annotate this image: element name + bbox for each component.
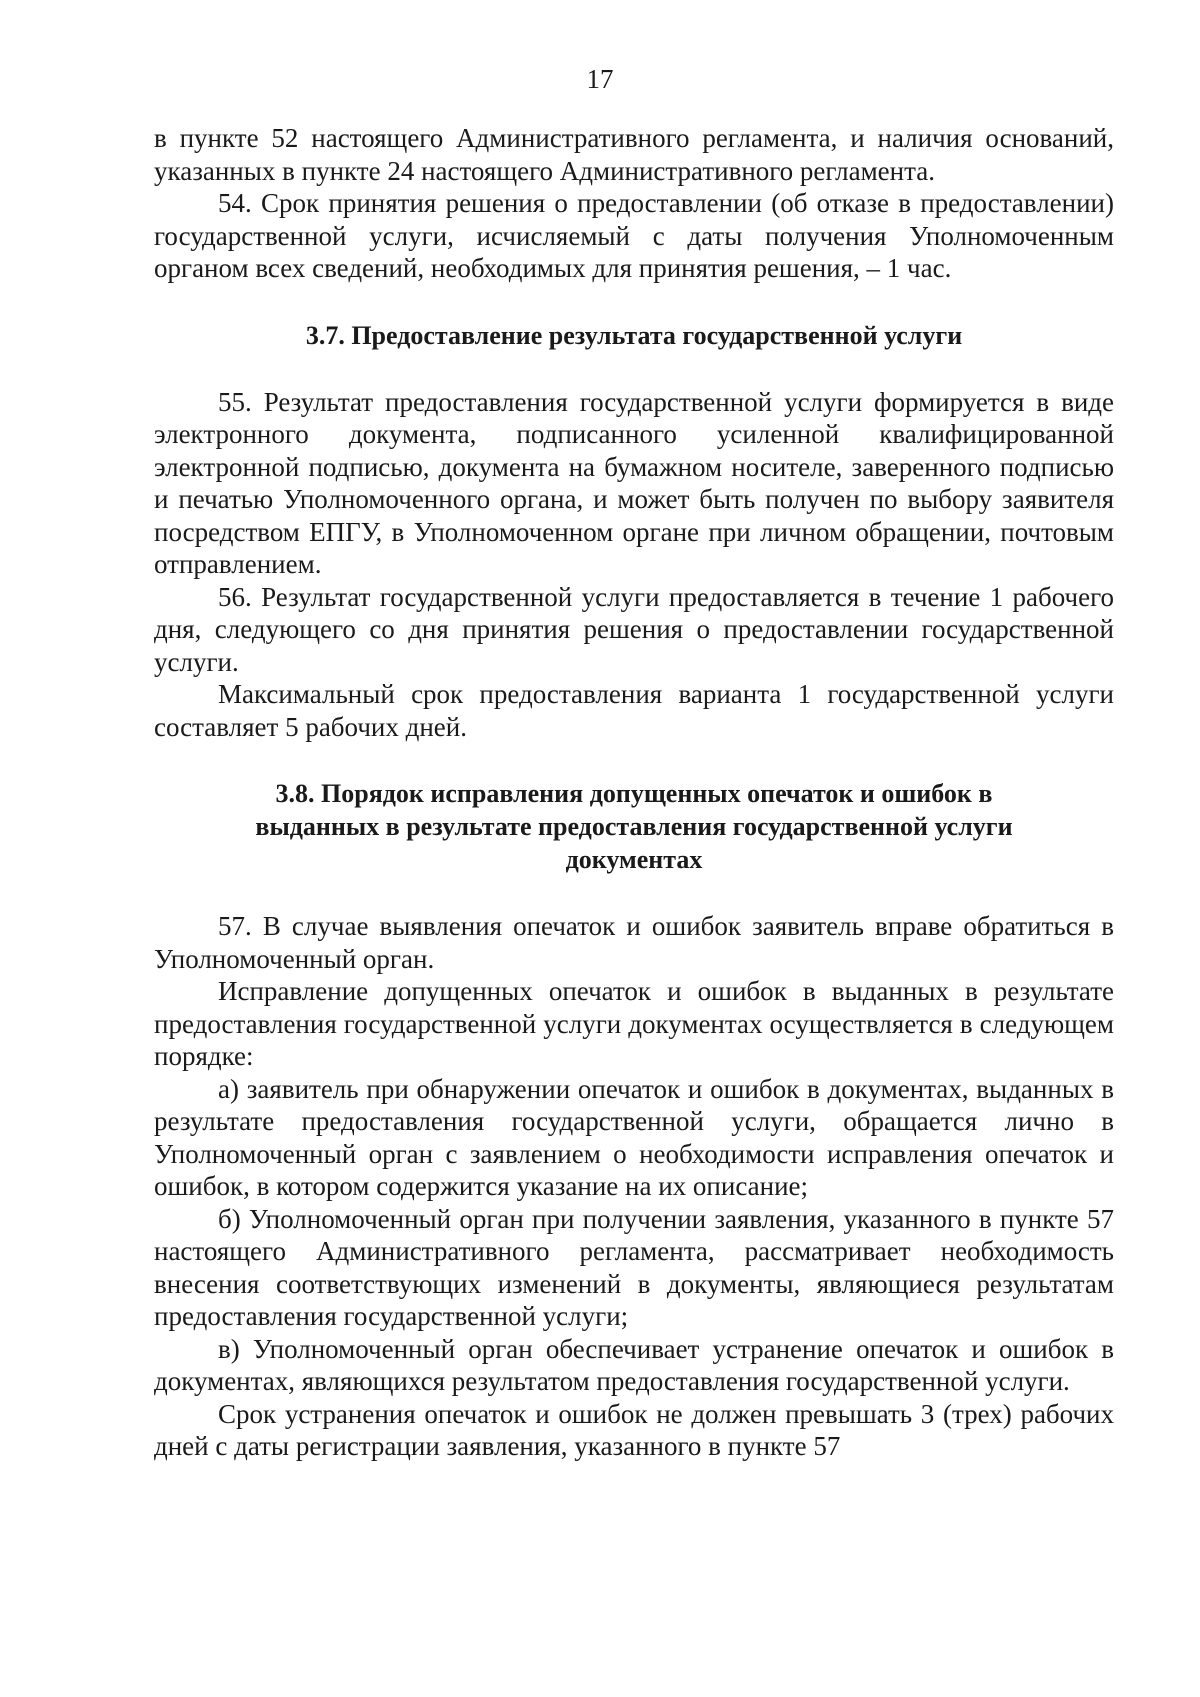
section-heading-3-8-line-2: выданных в результате предоставления государственной услуги <box>255 812 1013 841</box>
spacer <box>154 352 1114 386</box>
spacer <box>154 743 1114 777</box>
section-heading-3-8-line-1: 3.8. Порядок исправления допущенных опечаток и ошибок в <box>275 779 993 808</box>
document-body <box>154 122 1114 1463</box>
section-heading-3-7: 3.7. Предоставление результата государственной услуги <box>305 320 963 350</box>
spacer <box>154 876 1114 910</box>
paragraph-56: 56. Результат государственной услуги предоставляется в течение 1 рабочего дня, следующего со дня принятия решения о предоставлении государственной услуги. <box>154 581 1114 677</box>
paragraph-correction-order: Исправление допущенных опечаток и ошибок в выданных в результате предоставления государственной услуги документах осуществляется в следующем порядке: <box>154 976 1114 1071</box>
list-item-b: б) Уполномоченный орган при получении заявления, указанного в пункте 57 настоящего Административного регламента, рассматривает необходимость внесения соответствующих изменений в документы, являющиеся результатам предоставления государственной услуги; <box>154 1203 1114 1331</box>
paragraph-57: 57. В случае выявления опечаток и ошибок заявитель вправе обратиться в Уполномоченный орган. <box>154 911 1114 974</box>
paragraph-continuation: в пункте 52 настоящего Административного регламента, и наличия оснований, указанных в пункте 24 настоящего Административного регламента. <box>154 123 1114 186</box>
list-item-c: в) Уполномоченный орган обеспечивает устранение опечаток и ошибок в документах, являющихся результатом предоставления государственной услуги. <box>154 1333 1114 1396</box>
paragraph-correction-term: Срок устранения опечаток и ошибок не должен превышать 3 (трех) рабочих дней с даты регистрации заявления, указанного в пункте 57 <box>154 1398 1114 1461</box>
section-heading-3-8 <box>154 777 1114 876</box>
page-number: 17 <box>586 64 614 94</box>
spacer <box>154 285 1114 319</box>
paragraph-54: 54. Срок принятия решения о предоставлении (об отказе в предоставлении) государственной услуги, исчисляемый с даты получения Уполномоченным органом всех сведений, необходимых для принятия решения, – 1 час. <box>154 188 1114 283</box>
paragraph-max-term: Максимальный срок предоставления варианта 1 государственной услуги составляет 5 рабочих дней. <box>154 679 1114 742</box>
list-item-a: а) заявитель при обнаружении опечаток и ошибок в документах, выданных в результате предоставления государственной услуги, обращается лично в Уполномоченный орган с заявлением о необходимости исправления опечаток и ошибок, в котором содержится указание на их описание; <box>154 1073 1114 1201</box>
section-heading-3-8-line-3: документах <box>565 845 703 874</box>
paragraph-55: 55. Результат предоставления государственной услуги формируется в виде электронного документа, подписанного усиленной квалифицированной электронной подписью, документа на бумажном носителе, заверенного подписью и печатью Уполномоченного органа, и может быть получен по выбору заявителя посредством ЕПГУ, в Уполномоченном органе при личном обращении, почтовым отправлением. <box>154 386 1114 579</box>
